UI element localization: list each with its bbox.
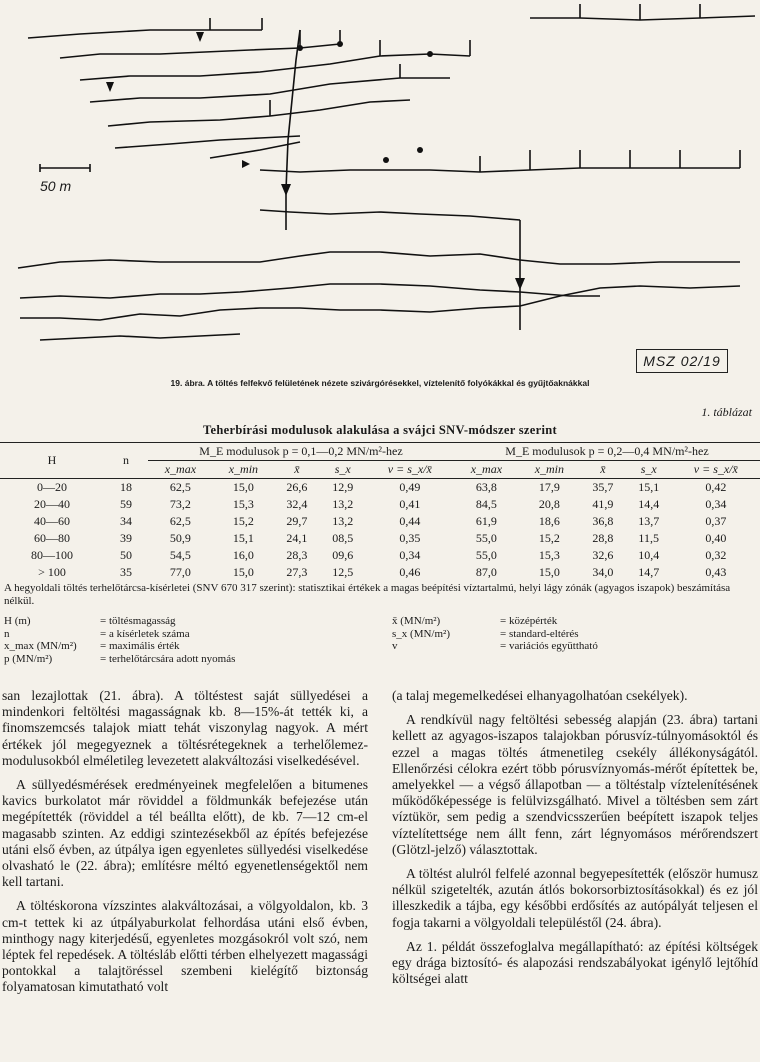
header-H: H (0, 443, 104, 479)
table-row (0, 547, 760, 564)
modulus-table (0, 442, 760, 581)
header-group-2: M_E modulusok p = 0,2—0,4 MN/m²-hez (454, 443, 760, 461)
subheader-9: v = s_x/x̄ (672, 461, 760, 479)
table-cell: 0,41 (399, 497, 421, 511)
table-cell: 0,40 (705, 531, 727, 545)
table-cell: 41,9 (592, 497, 614, 511)
table-cell: 13,2 (332, 514, 354, 528)
table-cell: 39 (120, 531, 132, 545)
legend-cell: = töltésmagasság (100, 615, 176, 627)
table-cell: 08,5 (332, 531, 354, 545)
standard-stamp: MSZ 02/19 (636, 349, 728, 373)
body-paragraph: A rendkívül nagy feltöltési sebesség alapján (23. ábra) tartani kellett az agyagos-iszapos talajokban pórusvíz-túlnyomásoktól és ezzel a magas töltés átmenetileg csekély állékonyságától. Ellenőrzési célokra ezért több pórusvíznyomás-mérőt építettek be, amelyekkel — a végső állapotban — a töltéstalp víztelenítésének működőképessége is felülvizsgálható. Mivel a töltésben sem zárt víztükör, sem pedig a szendvicsszerűen beépített iszapok teljes víztelítettsége nem állt fenn, zárt légnyomásos mérőrendszert (Glötzl-jelző) választottak. (392, 712, 758, 857)
legend-row (4, 640, 756, 653)
body-paragraph: (a talaj megemelkedései elhanyagolhatóan csekélyek). (392, 688, 688, 703)
table-cell: 15,3 (232, 497, 254, 511)
table-cell: 55,0 (475, 531, 497, 545)
table-cell: 09,6 (332, 548, 354, 562)
table-cell: 15,2 (232, 514, 254, 528)
subheader-6: x_min (519, 461, 580, 479)
table-cell: 0,35 (399, 531, 421, 545)
table-cell: 61,9 (475, 514, 497, 528)
table-row (0, 496, 760, 513)
table-cell: 62,5 (169, 514, 191, 528)
table-cell: 14,4 (638, 497, 660, 511)
table-cell: 15,0 (538, 565, 560, 579)
table-cell: 27,3 (286, 565, 308, 579)
table-cell: 77,0 (169, 565, 191, 579)
legend-cell: p (MN/m²) (4, 652, 53, 665)
table-cell: 12,9 (332, 480, 354, 494)
body-paragraph: A süllyedésmérések eredményeinek megfelelően a bitumenes kavics burkolatot már röviddel a földmunkák befejezése után megépítették (röviddel a tél beállta előtt), de kb. 7—12 cm-el magasabb szinten. Az eddigi szintezésekből az építés befejezése utáni első évben, az útpálya igen egyenletes süllyedési viselkedése olvasható le (22. ábra); említésre méltó egyenetlenségektől nem kell tartani. (2, 777, 368, 890)
legend-cell: v (392, 640, 398, 652)
table-cell: 28,3 (286, 548, 308, 562)
legend-row (4, 628, 756, 641)
header-n: n (104, 443, 148, 479)
table-cell: 13,2 (332, 497, 354, 511)
table-cell: 80—100 (31, 548, 73, 562)
table-cell: 0—20 (37, 480, 67, 494)
table-cell: 15,1 (232, 531, 254, 545)
drainage-plan-drawing (0, 0, 760, 372)
subheader-0: x_max (148, 461, 213, 479)
legend-cell: s_x (MN/m²) (392, 627, 450, 640)
table-cell: 0,43 (705, 565, 727, 579)
table-cell: 0,34 (705, 497, 727, 511)
table-cell: 15,3 (538, 548, 560, 562)
body-column-right (392, 688, 758, 995)
table-cell: 0,32 (705, 548, 727, 562)
table-number: 1. táblázat (701, 405, 752, 419)
table-note: A hegyoldali töltés terhelőtárcsa-kísérletei (SNV 670 317 szerint): statisztikai értékek a magas beépítési víztartalmú, helyi lágy zónák (agyagos iszapok) beszámítása nélkül. (4, 582, 731, 607)
table-cell: 50,9 (169, 531, 191, 545)
table-title: Teherbírási modulusok alakulása a svájci SNV-módszer szerint (203, 423, 557, 437)
subheader-4: v = s_x/x̄ (366, 461, 454, 479)
table-cell: 29,7 (286, 514, 308, 528)
legend-cell: = terhelőtárcsára adott nyomás (100, 652, 236, 665)
legend-cell (392, 653, 500, 666)
table-cell: 12,5 (332, 565, 354, 579)
table-row (0, 564, 760, 581)
table-cell: 20,8 (538, 497, 560, 511)
table-cell: 73,2 (169, 497, 191, 511)
table-cell: 14,7 (638, 565, 660, 579)
table-cell: 0,34 (399, 548, 421, 562)
table-cell: 15,1 (638, 480, 660, 494)
table-cell: 32,6 (592, 548, 614, 562)
subheader-8: s_x (626, 461, 672, 479)
body-paragraph: A töltést alulról felfelé azonnal begyepesítették (először humusz nélkül szigetelték, azután átlós bokorsorbiztosításokkal) és ez jól illeszkedik a tájba, egy későbbi erdősítés az autópályát teljesen el fogja takarni a völgyoldali településtől (24. ábra). (392, 866, 758, 930)
table-cell: 62,5 (169, 480, 191, 494)
table-cell: 87,0 (475, 565, 497, 579)
table-cell: 40—60 (34, 514, 70, 528)
table-cell: 0,37 (705, 514, 727, 528)
table-cell: 18,6 (538, 514, 560, 528)
body-paragraph: san lezajlottak (21. ábra). A töltéstest saját süllyedései a mindenkori feltöltési magasságnak kb. 8—15%-át tették ki, a finomszemcsés talajok miatt tehát viszonylag nagyok. A mért értékek jól megegyeznek a töltésrétegeknek a terhelőlemez-modulusokból elméletileg levezetett alakváltozási viselkedésével. (2, 688, 368, 768)
table-cell: 11,5 (638, 531, 659, 545)
table-legend (4, 615, 756, 665)
table-cell: 15,0 (232, 565, 254, 579)
table-cell: > 100 (38, 565, 66, 579)
legend-cell: = standard-eltérés (500, 627, 579, 640)
scale-label: 50 m (40, 178, 72, 194)
table-cell: 36,8 (592, 514, 614, 528)
subheader-1: x_min (213, 461, 274, 479)
body-paragraph: Az 1. példát összefoglalva megállapítható: az építési költségek egy drága biztosító- és alapozási rendszabályokat igénylő lejtőhíd költségei alatt (392, 938, 758, 987)
table-cell: 35 (120, 565, 132, 579)
table-cell: 24,1 (286, 531, 308, 545)
subheader-7: x̄ (580, 461, 626, 479)
table-row (0, 530, 760, 547)
table-cell: 55,0 (475, 548, 497, 562)
legend-cell: n (4, 627, 10, 640)
table-cell: 54,5 (169, 548, 191, 562)
table-cell: 60—80 (34, 531, 70, 545)
table-cell: 59 (120, 497, 132, 511)
table-cell: 28,8 (592, 531, 614, 545)
table-row (0, 513, 760, 530)
legend-cell: = variációs együttható (500, 640, 598, 652)
table-cell: 50 (120, 548, 132, 562)
legend-cell: = középérték (500, 615, 558, 627)
table-cell: 34 (120, 514, 132, 528)
table-cell: 15,0 (232, 480, 254, 494)
table-cell: 34,0 (592, 565, 614, 579)
drainage-plan-figure (0, 0, 760, 372)
figure-caption: 19. ábra. A töltés felfekvő felületének nézete szivárgórésekkel, víztelenítő folyókákkal és gyűjtőaknákkal (170, 378, 590, 388)
table-cell: 0,49 (399, 480, 421, 494)
legend-cell: = a kísérletek száma (100, 627, 190, 640)
subheader-3: s_x (320, 461, 366, 479)
subheader-5: x_max (454, 461, 519, 479)
table-cell: 63,8 (475, 480, 497, 494)
header-group-1: M_E modulusok p = 0,1—0,2 MN/m²-hez (148, 443, 454, 461)
table-row (0, 479, 760, 497)
table-cell: 18 (120, 480, 132, 494)
legend-cell (500, 653, 750, 666)
table-cell: 17,9 (538, 480, 560, 494)
body-column-left (2, 688, 368, 1004)
subheader-2: x̄ (274, 461, 320, 479)
table-cell: 0,42 (705, 480, 727, 494)
table-cell: 0,44 (399, 514, 421, 528)
legend-cell: = maximális érték (100, 640, 180, 652)
legend-row (4, 615, 756, 628)
table-cell: 20—40 (34, 497, 70, 511)
legend-cell: x̄ (MN/m²) (392, 615, 441, 627)
table-cell: 16,0 (232, 548, 254, 562)
table-cell: 10,4 (638, 548, 660, 562)
legend-row (4, 653, 756, 666)
table-cell: 84,5 (475, 497, 497, 511)
legend-cell: x_max (MN/m²) (4, 640, 77, 652)
table-cell: 35,7 (592, 480, 614, 494)
body-paragraph: A töltéskorona vízszintes alakváltozásai, a völgyoldalon, kb. 3 cm-t tettek ki az útpályaburkolat felhordása utáni első évben, minthogy nagy kiterjedésű, egyenletes mozgásokról volt szó, nem léptek fel repedések. A töltésláb előtti térben elhelyezett magassági pontokkal a talajtöréssel szembeni kielégítő biztonság folyamatosan kimutatható volt (2, 898, 368, 995)
legend-cell: H (m) (4, 615, 31, 627)
table-cell: 15,2 (538, 531, 560, 545)
table-cell: 26,6 (286, 480, 308, 494)
table-cell: 13,7 (638, 514, 660, 528)
table-cell: 0,46 (399, 565, 421, 579)
table-cell: 32,4 (286, 497, 308, 511)
